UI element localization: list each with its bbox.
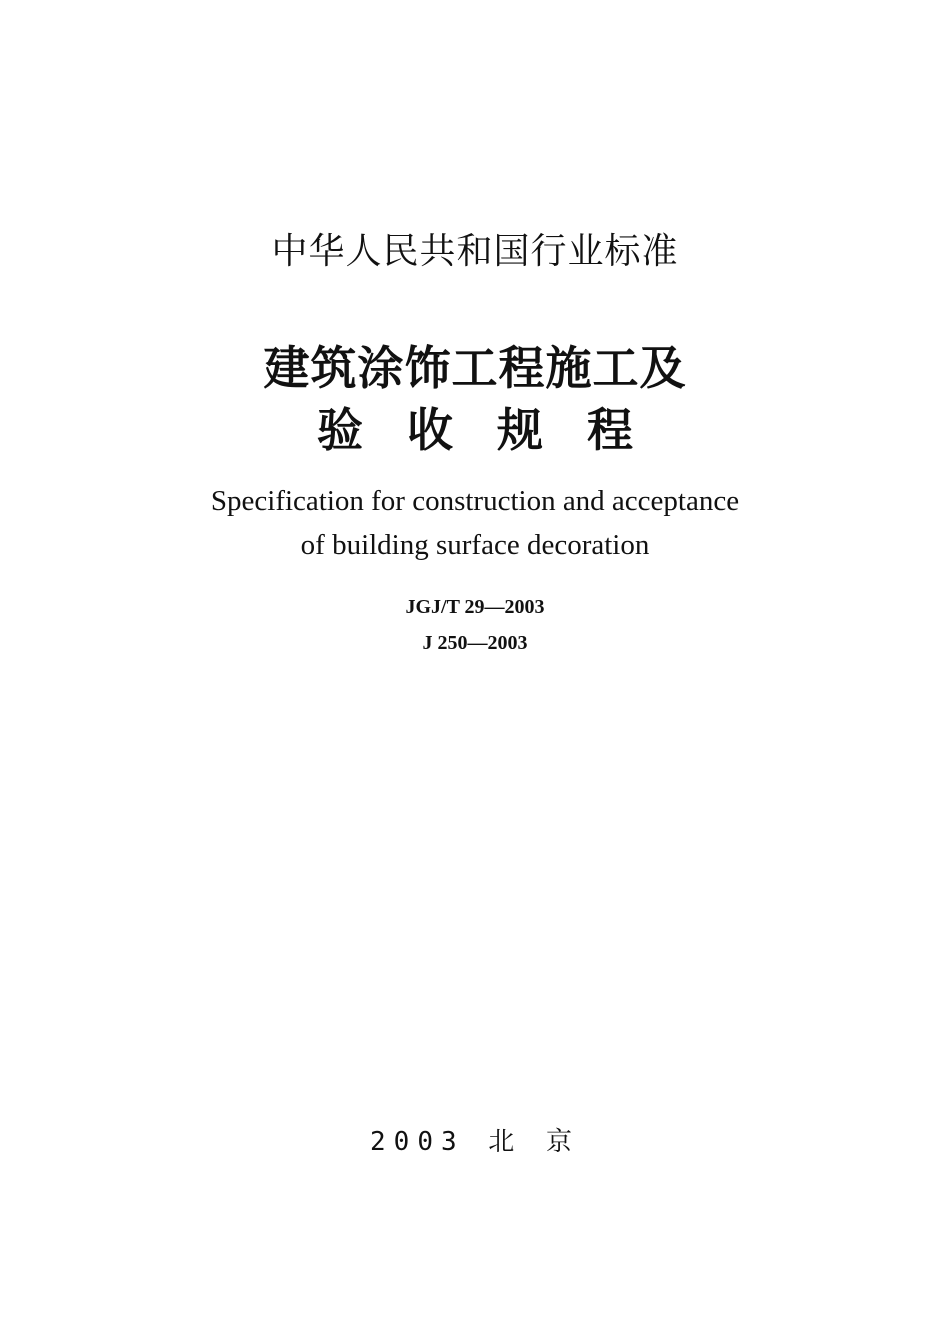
title-line-2: 验 收 规 程 [316,403,648,457]
standard-category-heading: 中华人民共和国行业标准 [271,231,679,272]
record-code: J 250—2003 [422,632,528,654]
title-line-1: 建筑涂饰工程施工及 [263,341,687,395]
standard-code: JGJ/T 29—2003 [405,596,545,618]
english-title-line-2: of building surface decoration [300,529,650,561]
publication-year-place: 2003 北 京 [370,1127,580,1157]
english-title-line-1: Specification for construction and acceptance [210,485,740,517]
